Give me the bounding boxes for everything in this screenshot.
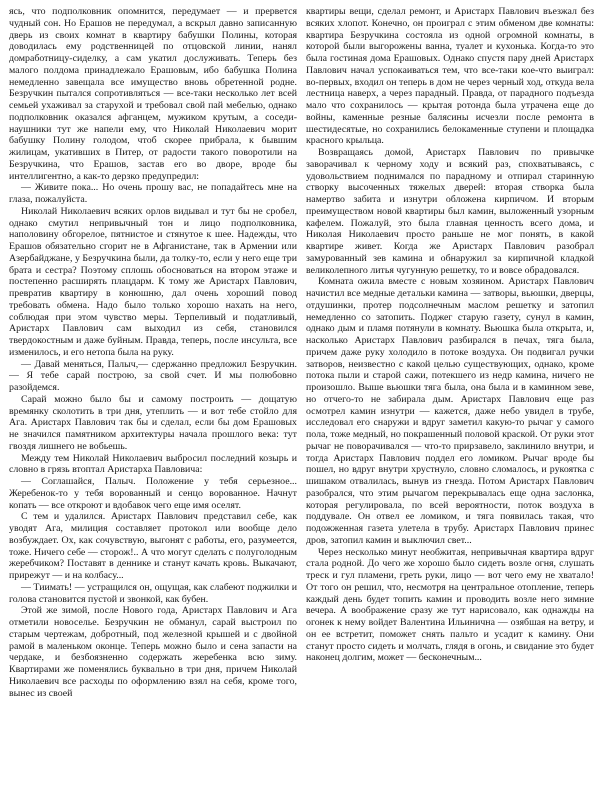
paragraph: Комната ожила вместе с новым хозяином. Аристарх Павлович начистил все медные детальки камина — затворы, вьюшки, дверцы, отдушинки, протер подсолнечным маслом решетку и затопил немедленно со затопить. Поджег старую газету, сунул в камин, однако дым и пламя потянули в комнату. Вьюшка была открыта, и, насколько Аристарх Павлович разбирался в печах, тяга была, причем даже руку холодило в потоке воздуха. Он подвигал ручки затворов, неизвестно с какой целью существующих, однако, кроме потока пыли и старой сажи, потекшего из недр камина, ничего не произошло. Выше вьюшки тяга была, она была и в каминном зеве, но отчего-то не забирала дым. Аристарх Павлович еще раз осмотрел камин изнутри — кажется, даже небо увидел в трубе, исследовал его снаружи и вдруг заметил какую-то рычаг у самого пола, тоже медный, но покрашенный половой краской. От руки этот рычаг не поворачивался — что-то прирзавело, заклинило внутри, и тогда Аристарх Павлович поддел его ломиком. Рычаг вроде бы пошел, но вдруг внутри хрустнуло, словно сломалось, и рукоятка с шишаком отвалилась, вынув из гнезда. Потом Аристарх Павлович разобрался, что этим рычагом перекрывалась еще одна заслонка, которая регулировала, по всей вероятности, поток воздуха в поддувале. Он отвел ее ломиком, и тяга появилась такая, что подожженная газета улетела в трубу. Аристарх Павлович принес дров, затопил камин и выключил свет... (306, 276, 594, 546)
paragraph: Сарай можно было бы и самому построить — дощатую времянку сколотить в три дня, утеплить — и вот тебе стойло для Ага. Аристарх Павлович так бы и сделал, если бы дом Ерашовых не значился памятником архитектуры начала прошлого века: тут гвоздя лишнего не вобьешь. (9, 393, 297, 452)
paragraph: — Давай меняться, Палыч,— сдержанно предложил Безручкин.— Я тебе сарай построю, за свой счет. И мы полюбовно разойдемся. (9, 358, 297, 393)
paragraph: — Тиимать! — устращился он, ощущая, как слабеют поджилки и голова становится пустой и звонкой, как бубен. (9, 581, 297, 605)
paragraph: С тем и удалился. Аристарх Павлович представил себе, как уводят Ага, милиция составляет протокол или вообще дело возбуждает. Ох, как сочувствую, выгонят с работы, его, разумеется, тоже. Ничего себе — сторож!.. А что могут сделать с полуголодным жеребчиком? Поставят в деннике и станут качать кровь. Выкачают, прирежут — и на колбасу... (9, 511, 297, 581)
text-column-right (306, 6, 594, 794)
paragraph: квартиры вещи, сделал ремонт, и Аристарх Павлович въезжал без всяких хлопот. Конечно, он проиграл с этим обменом две комнаты: квартира Безручкина состояла из одной огромной комнаты, в которой были выгорожены ванна, туалет и кухонька. Когда-то это была гостиная дома Ерашовых. Однако спустя пару дней Аристарх Павлович начал успокаиваться тем, что все-таки кое-что выиграл: во-первых, входил он теперь в дом не через черный ход, откуда вела лестница наверх, а через парадный. Правда, от парадного подъезда мало что сохранилось — крытая ротонда была утрачена еще до войны, каменные резные балясины исчезли после ремонта в шестидесятые, но сохранились белокаменные ступени и площадка красного крыльца. (306, 6, 594, 147)
paragraph: Николай Николаевич всяких орлов видывал и тут бы не сробел, однако смутил непривычный тон и лицо подполковника, наполовину обгорелое, пятнистое и стянутое к шее. Надежды, что Ерашов обязательно сгорит не в Афганистане, так в Армении или Азербайджане, у Безручкина были, да толку-то, если у него еще три брата и сестра? Поэтому сплошь обосноваться на втором этаже и постепенно расширять плацдарм. К тому же Аристарх Павлович, превратив квартиру в конюшню, дал очень хороший повод требовать обмена. Надо было только хорошо нахать на него, соблюдая при этом чувство меры. Терпеливый и податливый, Аристарх Павлович сам выходил из себя, становился твердокостным и даже буйным. Правда, теперь, после инсульта, все изменилось, и его нетопа была на руку. (9, 205, 297, 358)
paragraph: — Живите пока... Но очень прошу вас, не попадайтесь мне на глаза, пожалуйста. (9, 182, 297, 205)
text-column-left (9, 6, 297, 794)
paragraph: Возвращаясь домой, Аристарх Павлович по привычке заворачивал к черному ходу и всякий раз, спохватываясь, с удовольствием поднимался по парадному и отпирал старинную створку высоченных тяжелых дверей: вторая створка была намертво забита и изнутри обложена кирпичом. И вторым преимуществом новой квартиры был камин, выложенный узорным кафелем. Пожалуй, это была главная ценность всего дома, и Николая Николаевич просто раньше не мог понять, в какой квартире живет. Когда же Аристарх Павлович разобрал замурованный зев камина и обнаружил за кирпичной кладкой великолепного литья чугунную решетку, то и вовсе обрадовался. (306, 147, 594, 276)
paragraph: ясь, что подполковник опомнится, передумает — и прервется чудный сон. Но Ерашов не передумал, а вскрыл давно записанную дверь из своих комнат в квартиру бабушки Полины, которая доводилась ему родственницей по отцовской линии, нанял домработницу-сиделку, а сам укатил дослуживать. Теперь без малого полдома принадлежало Ерашовым, ибо бабушка Полина немедленно завещала все имущество вновь обретенной родне. Безручкин пытался сопротивляться — все-таки несколько лет всей семьей ухаживал за старухой и требовал свой пай мебелью, однако подполковник оказался афганцем, мужиком крутым, а соседи-наушники тут же напели ему, что Николай Николаевич морит бабушку Полину голодом, чтоб скорее прибрала, к бывшим жилицам, укативших в Питер, от радости такого поворотили на Безручкина, что Ерашов, застав его во дворе, вроде бы интеллигентно, а как-то дерзко предупредил: (9, 6, 297, 182)
paragraph: Между тем Николай Николаевич выбросил последний козырь и словно в грязь втоптал Аристарха Павловича: (9, 452, 297, 476)
paragraph: Этой же зимой, после Нового года, Аристарх Павлович и Ага отметили новоселье. Безручкин не обманул, сарай выстроил по старым чертежам, добротный, под железной крышей и с двойной рамой в маленьком оконце. Теперь можно было и сена запасти на чердаке, и безбоязненно содержать жеребенка всю зиму. Квартирами же поменялись буквально в три дня, причем Николай Николаевич все расходы по оформлению взял на себя, кроме того, вынес из своей (9, 605, 297, 699)
paragraph: — Соглашайся, Палыч. Положение у тебя серьезное... Жеребенок-то у тебя ворованный и сенцо ворованное. Начнут копать — все откроют и вдобавок чего еще имя оселят. (9, 476, 297, 511)
paragraph: Через несколько минут необжитая, непривычная квартира вдруг стала родной. До чего же хорошо было сидеть возле огня, слушать треск и гул пламени, греть руки, лицо — вот чего ему не хватало! От того он решил, что, несмотря на центральное отопление, теперь каждый день будет топить камин и проводить возле него зимние вечера. А воображение сразу же тут нарисовало, как однажды на огонек к нему войдет Валентина Ильинична — озябшая на ветру, и он ее встретит, поможет снять пальто и усадит к камину. Они станут просто сидеть и молчать, глядя в огонь, и свидание это будет наконец долгим, может — бесконечным... (306, 546, 594, 664)
